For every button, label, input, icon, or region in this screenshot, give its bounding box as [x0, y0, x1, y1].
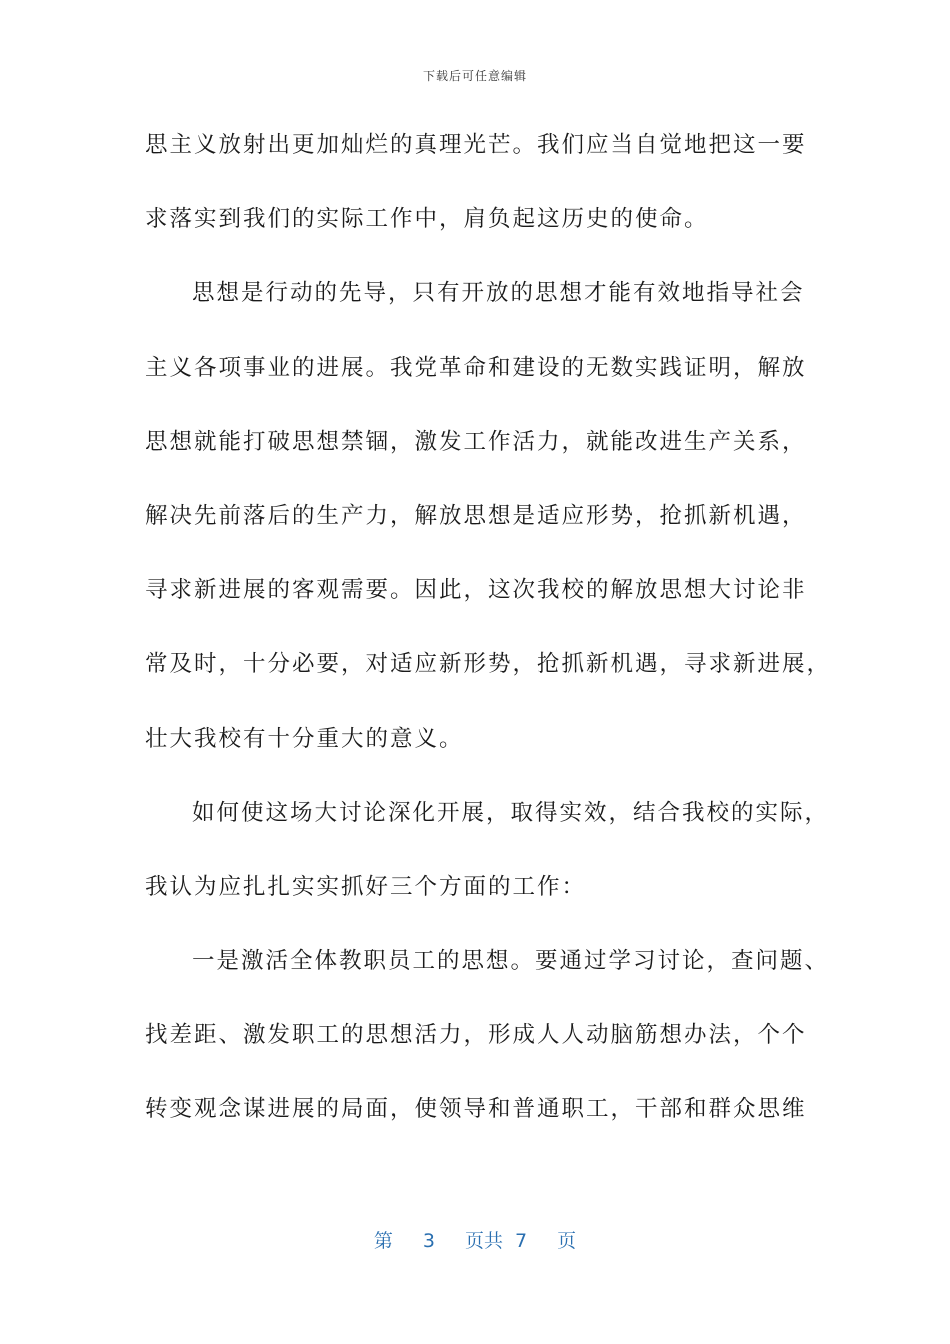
footer-suffix: 页	[557, 1230, 577, 1252]
text-line: 我认为应扎扎实实抓好三个方面的工作：	[145, 873, 587, 900]
footer-prefix: 第	[373, 1230, 393, 1252]
header-note: 下载后可任意编辑	[422, 69, 527, 83]
text-line: 如何使这场大讨论深化开展，取得实效，结合我校的实际，	[192, 799, 830, 826]
text-line: 思想是行动的先导，只有开放的思想才能有效地指导社会	[192, 280, 805, 307]
text-line: 求落实到我们的实际工作中，肩负起这历史的使命。	[145, 206, 709, 233]
text-line: 转变观念谋进展的局面，使领导和普通职工，干部和群众思维	[145, 1096, 807, 1123]
text-line: 思主义放射出更加灿烂的真理光芒。我们应当自觉地把这一要	[145, 132, 807, 158]
text-line: 主义各项事业的进展。我党革命和建设的无数实践证明，解放	[145, 354, 807, 381]
text-line: 解决先前落后的生产力，解放思想是适应形势，抢抓新机遇，	[145, 502, 807, 529]
footer-page-number: 3	[422, 1230, 435, 1252]
page-footer	[0, 1226, 950, 1253]
text-line: 壮大我校有十分重大的意义。	[145, 725, 464, 752]
document-body	[145, 122, 832, 1161]
text-line: 找差距、激发职工的思想活力，形成人人动脑筋想办法，个个	[145, 1022, 807, 1049]
text-line: 一是激活全体教职员工的思想。要通过学习讨论，查问题、	[192, 948, 830, 975]
text-line: 寻求新进展的客观需要。因此，这次我校的解放思想大讨论非	[145, 577, 807, 604]
text-line: 思想就能打破思想禁锢，激发工作活力，就能改进生产关系，	[145, 428, 807, 455]
footer-total-pages: 7	[515, 1230, 528, 1252]
footer-middle: 页共	[464, 1230, 503, 1252]
text-line: 常及时，十分必要，对适应新形势，抢抓新机遇，寻求新进展，	[145, 651, 832, 678]
